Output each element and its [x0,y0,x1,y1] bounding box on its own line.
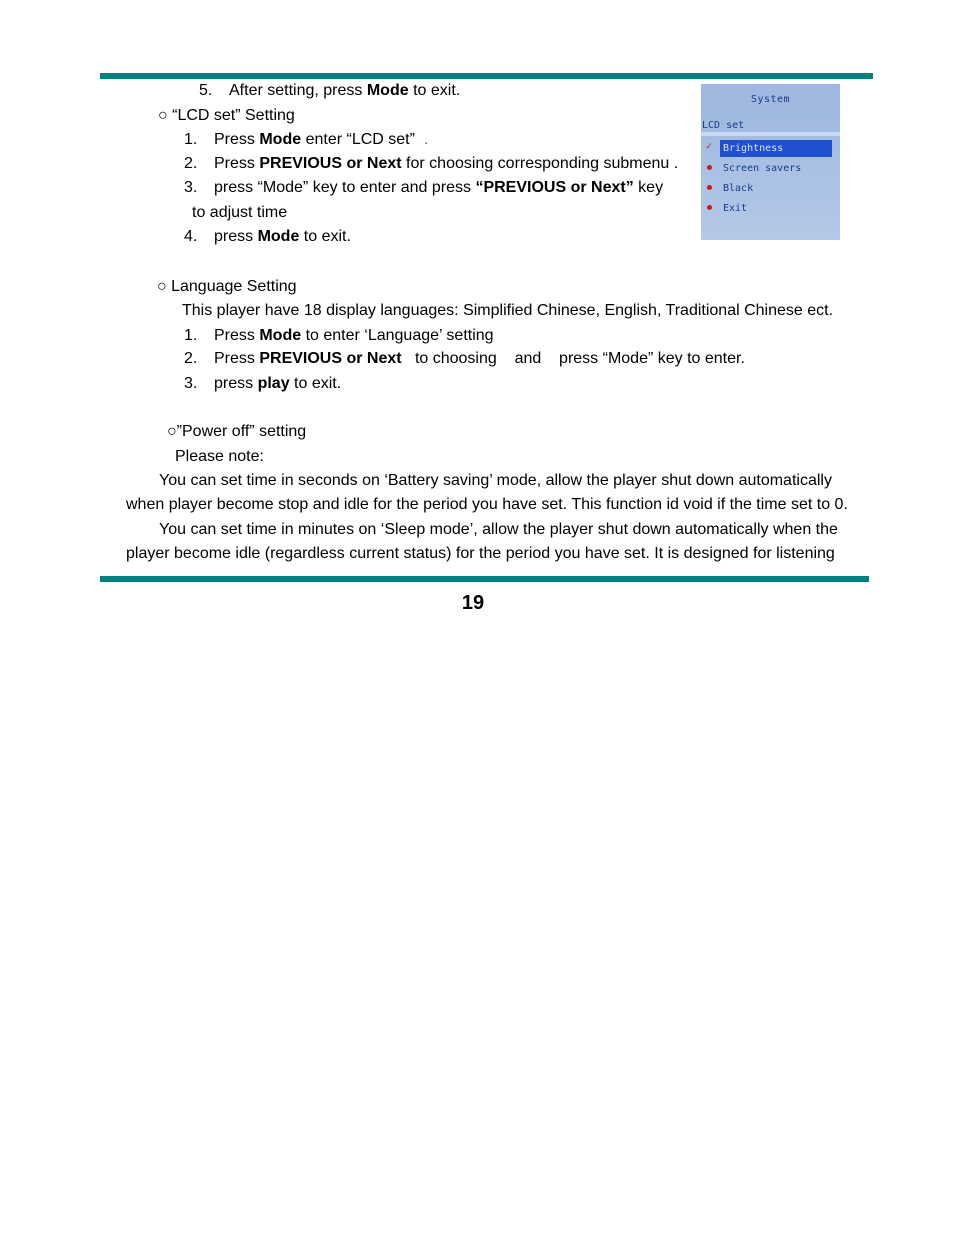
page-number: 19 [461,592,485,614]
sleep-mode-line-2: player become idle (regardless current status) for the period you have set. It is designed for listening [126,545,835,562]
language-step-1: 1. Press Mode to enter ‘Language’ setting [184,327,494,344]
please-note: Please note: [175,448,264,465]
sleep-mode-line-1: You can set time in minutes on ‘Sleep mode’, allow the player shut down automatically when the [159,521,838,538]
bottom-rule [100,576,869,582]
power-off-heading: ○”Power off” setting [167,423,307,440]
lcd-screen-title: System [701,84,840,112]
language-heading: ○ Language Setting [157,278,297,295]
lcd-screen-band [701,132,840,136]
battery-saving-line-2: when player become stop and idle for the period you have set. This function id void if the time set to 0. [126,496,848,513]
lcd-menu-item-black: Black [723,183,754,194]
bullet-icon [707,185,712,190]
language-step-2: 2. Press PREVIOUS or Next to choosing and press “Mode” key to enter. [184,350,745,367]
lcd-step-1: 1. Press Mode enter “LCD set” . [184,131,429,148]
lcd-menu-item-screen-savers: Screen savers [723,163,802,174]
language-step-3: 3. press play to exit. [184,375,342,392]
lcd-step-3: 3. press “Mode” key to enter and press “PREVIOUS or Next” key [184,179,664,196]
bullet-icon [707,165,712,170]
step-5: 5. After setting, press Mode to exit. [199,82,461,99]
lcd-menu-item-exit: Exit [723,203,748,214]
lcd-step-4: 4. press Mode to exit. [184,228,351,245]
lcd-screen-image [701,84,840,240]
lcd-step-2: 2. Press PREVIOUS or Next for choosing corresponding submenu . [184,155,679,172]
top-rule [100,73,873,79]
lcd-step-3-continued: to adjust time [192,204,288,221]
bullet-icon [707,205,712,210]
lcd-menu-item-brightness: Brightness [723,143,784,154]
check-icon: ✓ [706,141,713,152]
lcd-set-heading: ○ “LCD set” Setting [158,107,295,124]
language-intro: This player have 18 display languages: Simplified Chinese, English, Traditional Chinese ect. [182,302,834,319]
lcd-screen-heading: LCD set [702,120,745,131]
battery-saving-line-1: You can set time in seconds on ‘Battery saving’ mode, allow the player shut down automatically [159,472,832,489]
